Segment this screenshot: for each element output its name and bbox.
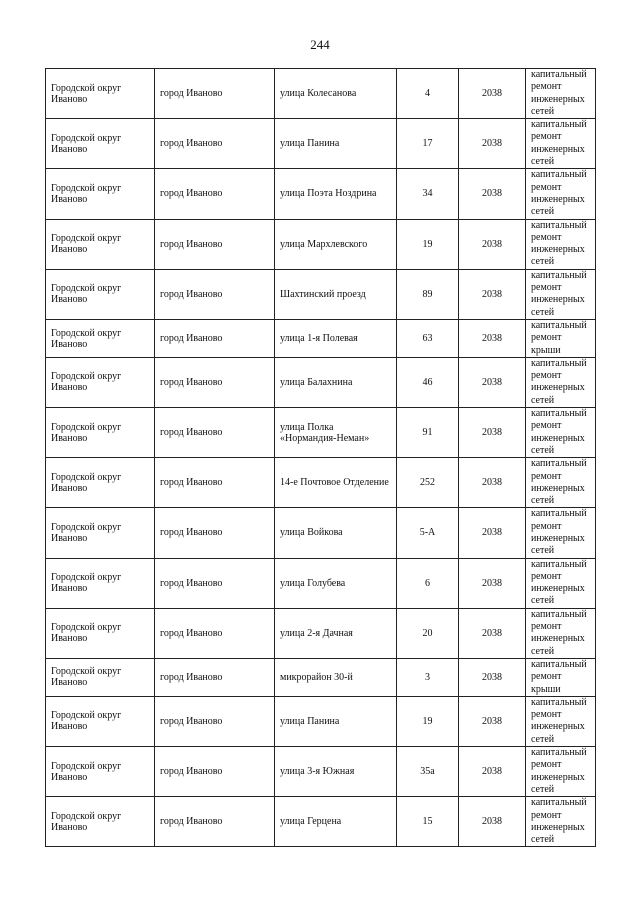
city-cell: город Иваново [155,219,275,269]
okrug-cell: Городской округ Иваново [46,797,155,847]
work-type-cell: капитальный ремонт инженерных сетей [526,69,596,119]
city-cell: город Иваново [155,797,275,847]
city-cell: город Иваново [155,608,275,658]
house-number-cell: 35а [397,747,459,797]
okrug-cell: Городской округ Иваново [46,69,155,119]
street-cell: улица Мархлевского [275,219,397,269]
work-type-cell: капитальный ремонт инженерных сетей [526,219,596,269]
year-cell: 2038 [459,408,526,458]
house-number-cell: 91 [397,408,459,458]
city-cell: город Иваново [155,558,275,608]
table-row [46,608,596,658]
work-type-cell: капитальный ремонт крыши [526,319,596,357]
work-type-cell: капитальный ремонт инженерных сетей [526,558,596,608]
work-type-cell: капитальный ремонт инженерных сетей [526,747,596,797]
house-number-cell: 46 [397,357,459,407]
house-number-cell: 17 [397,119,459,169]
city-cell: город Иваново [155,408,275,458]
year-cell: 2038 [459,269,526,319]
work-type-cell: капитальный ремонт инженерных сетей [526,458,596,508]
table-row [46,558,596,608]
city-cell: город Иваново [155,458,275,508]
table-row [46,458,596,508]
street-cell: улица Поэта Ноздрина [275,169,397,219]
okrug-cell: Городской округ Иваново [46,696,155,746]
city-cell: город Иваново [155,169,275,219]
table-row [46,269,596,319]
street-cell: 14-е Почтовое Отделение [275,458,397,508]
year-cell: 2038 [459,169,526,219]
city-cell: город Иваново [155,319,275,357]
table-row [46,219,596,269]
street-cell: улица Балахнина [275,357,397,407]
year-cell: 2038 [459,508,526,558]
okrug-cell: Городской округ Иваново [46,357,155,407]
okrug-cell: Городской округ Иваново [46,119,155,169]
year-cell: 2038 [459,658,526,696]
city-cell: город Иваново [155,658,275,696]
page-number: 244 [310,37,330,52]
year-cell: 2038 [459,357,526,407]
table-row [46,408,596,458]
okrug-cell: Городской округ Иваново [46,219,155,269]
work-type-cell: капитальный ремонт инженерных сетей [526,119,596,169]
okrug-cell: Городской округ Иваново [46,269,155,319]
house-number-cell: 20 [397,608,459,658]
table-row [46,696,596,746]
housing-repair-table [45,68,596,847]
table-row [46,119,596,169]
street-cell: улица Полка «Нормандия-Неман» [275,408,397,458]
work-type-cell: капитальный ремонт инженерных сетей [526,508,596,558]
okrug-cell: Городской округ Иваново [46,458,155,508]
house-number-cell: 15 [397,797,459,847]
table-body [46,69,596,847]
year-cell: 2038 [459,696,526,746]
year-cell: 2038 [459,608,526,658]
street-cell: улица 3-я Южная [275,747,397,797]
work-type-cell: капитальный ремонт инженерных сетей [526,608,596,658]
city-cell: город Иваново [155,269,275,319]
okrug-cell: Городской округ Иваново [46,608,155,658]
okrug-cell: Городской округ Иваново [46,408,155,458]
city-cell: город Иваново [155,696,275,746]
street-cell: улица Панина [275,696,397,746]
house-number-cell: 3 [397,658,459,696]
year-cell: 2038 [459,797,526,847]
year-cell: 2038 [459,747,526,797]
table-row [46,357,596,407]
year-cell: 2038 [459,319,526,357]
street-cell: улица 2-я Дачная [275,608,397,658]
okrug-cell: Городской округ Иваново [46,319,155,357]
okrug-cell: Городской округ Иваново [46,558,155,608]
table-row [46,69,596,119]
year-cell: 2038 [459,119,526,169]
house-number-cell: 252 [397,458,459,508]
okrug-cell: Городской округ Иваново [46,658,155,696]
table-row [46,508,596,558]
street-cell: улица Войкова [275,508,397,558]
street-cell: улица Панина [275,119,397,169]
city-cell: город Иваново [155,747,275,797]
table-row [46,658,596,696]
table-row [46,747,596,797]
house-number-cell: 4 [397,69,459,119]
year-cell: 2038 [459,219,526,269]
street-cell: улица 1-я Полевая [275,319,397,357]
table-row [46,797,596,847]
street-cell: улица Герцена [275,797,397,847]
street-cell: Шахтинский проезд [275,269,397,319]
city-cell: город Иваново [155,357,275,407]
okrug-cell: Городской округ Иваново [46,747,155,797]
okrug-cell: Городской округ Иваново [46,169,155,219]
city-cell: город Иваново [155,69,275,119]
year-cell: 2038 [459,69,526,119]
house-number-cell: 89 [397,269,459,319]
street-cell: улица Голубева [275,558,397,608]
work-type-cell: капитальный ремонт инженерных сетей [526,269,596,319]
table-row [46,169,596,219]
house-number-cell: 6 [397,558,459,608]
house-number-cell: 19 [397,219,459,269]
work-type-cell: капитальный ремонт инженерных сетей [526,408,596,458]
table-row [46,319,596,357]
city-cell: город Иваново [155,508,275,558]
year-cell: 2038 [459,458,526,508]
work-type-cell: капитальный ремонт крыши [526,658,596,696]
house-number-cell: 19 [397,696,459,746]
house-number-cell: 63 [397,319,459,357]
work-type-cell: капитальный ремонт инженерных сетей [526,797,596,847]
work-type-cell: капитальный ремонт инженерных сетей [526,696,596,746]
street-cell: микрорайон 30-й [275,658,397,696]
city-cell: город Иваново [155,119,275,169]
street-cell: улица Колесанова [275,69,397,119]
work-type-cell: капитальный ремонт инженерных сетей [526,357,596,407]
year-cell: 2038 [459,558,526,608]
house-number-cell: 5-А [397,508,459,558]
work-type-cell: капитальный ремонт инженерных сетей [526,169,596,219]
okrug-cell: Городской округ Иваново [46,508,155,558]
house-number-cell: 34 [397,169,459,219]
